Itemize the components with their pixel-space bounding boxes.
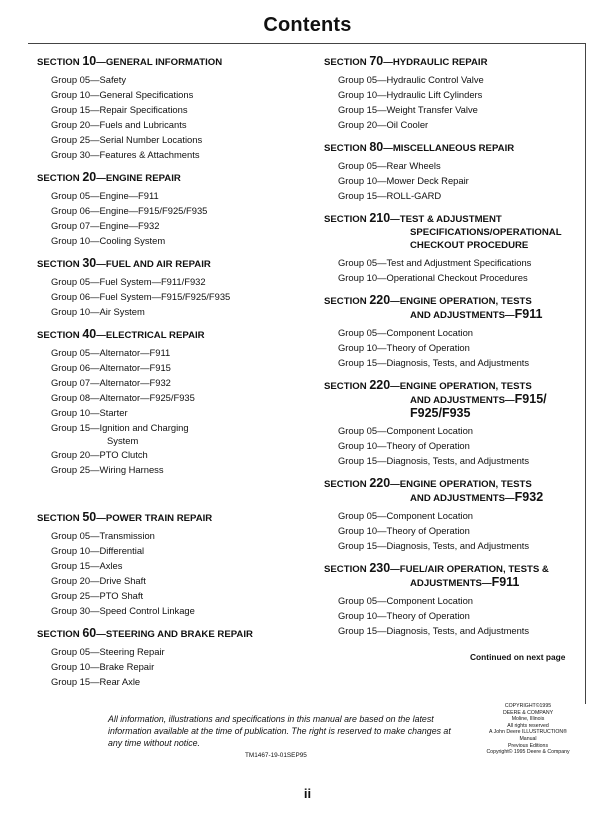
group-title: —Wiring Harness <box>90 464 164 475</box>
group-title: —Alternator—F925/F935 <box>90 392 195 403</box>
group-word: Group <box>51 377 80 388</box>
group-number: 10 <box>79 545 91 556</box>
group-number: 05 <box>366 595 378 606</box>
right-column <box>324 55 586 647</box>
group-number: 20 <box>79 449 91 460</box>
group-entry <box>324 87 586 102</box>
group-title: —Ignition and Charging <box>90 422 189 433</box>
group-word: Group <box>338 272 367 283</box>
section-word: SECTION <box>37 330 83 341</box>
group-entry <box>37 102 302 117</box>
toc-section <box>324 562 586 638</box>
copyright-line: DEERE & COMPANY <box>502 709 554 716</box>
section-title-line: AND ADJUSTMENTS—F915/ <box>410 392 547 406</box>
toc-section <box>37 257 302 319</box>
group-title: —Diagnosis, Tests, and Adjustments <box>377 625 530 636</box>
group-number: 05 <box>366 257 378 268</box>
toc-section <box>324 379 586 468</box>
group-word: Group <box>338 175 367 186</box>
group-word: Group <box>51 560 80 571</box>
group-title: —Theory of Operation <box>377 610 470 621</box>
group-title: —Diagnosis, Tests, and Adjustments <box>377 540 530 551</box>
group-word: Group <box>338 525 367 536</box>
section-heading <box>324 55 586 69</box>
section-model: F932 <box>514 490 544 504</box>
group-title: —Transmission <box>90 530 155 541</box>
section-number: 50 <box>82 510 97 524</box>
group-title: —Component Location <box>377 327 474 338</box>
group-title: —Axles <box>90 560 123 571</box>
section-word: SECTION <box>324 57 370 68</box>
disclaimer-text: All information, illustrations and specifications in this manual are based on the latest information available at the time of publication. The right is reserved to make changes at any time without notice. <box>108 714 451 748</box>
group-number: 10 <box>366 525 378 536</box>
group-title: —Steering Repair <box>90 646 165 657</box>
group-word: Group <box>338 455 367 466</box>
section-number: 60 <box>82 626 97 640</box>
group-entry <box>324 423 586 438</box>
group-word: Group <box>338 257 367 268</box>
group-title: —Theory of Operation <box>377 440 470 451</box>
group-word: Group <box>51 149 80 160</box>
section-title: —HYDRAULIC REPAIR <box>383 57 488 68</box>
group-entry <box>324 508 586 523</box>
group-title: —General Specifications <box>90 89 194 100</box>
group-title: —Component Location <box>377 425 474 436</box>
group-entry <box>37 289 302 304</box>
group-word: Group <box>338 74 367 85</box>
group-number: 15 <box>366 190 378 201</box>
group-number: 10 <box>79 661 91 672</box>
group-word: Group <box>51 235 80 246</box>
group-title: —Fuel System—F911/F932 <box>90 276 206 287</box>
group-word: Group <box>338 89 367 100</box>
section-model-line: F925/F935 <box>410 406 471 420</box>
section-number: 220 <box>369 378 391 392</box>
group-title: —Engine—F911 <box>90 190 159 201</box>
group-number: 10 <box>79 235 91 246</box>
group-number: 05 <box>79 276 91 287</box>
group-entry <box>324 325 586 340</box>
section-word: SECTION <box>37 259 83 270</box>
group-number: 06 <box>79 205 91 216</box>
group-number: 15 <box>366 540 378 551</box>
group-number: 10 <box>366 272 378 283</box>
section-title: —ELECTRICAL REPAIR <box>96 330 205 341</box>
group-entry <box>37 375 302 390</box>
group-entry <box>324 270 586 285</box>
group-title: —Differential <box>90 545 145 556</box>
group-entry <box>324 523 586 538</box>
group-number: 25 <box>79 590 91 601</box>
group-word: Group <box>51 590 80 601</box>
group-number: 05 <box>366 160 378 171</box>
group-title: —ROLL-GARD <box>377 190 442 201</box>
toc-section <box>324 212 586 285</box>
section-number: 10 <box>82 54 97 68</box>
section-number: 220 <box>369 476 391 490</box>
group-number: 15 <box>366 357 378 368</box>
group-title: —Alternator—F915 <box>90 362 171 373</box>
group-title: —Rear Axle <box>90 676 141 687</box>
group-title: —Theory of Operation <box>377 525 470 536</box>
section-heading <box>324 477 586 505</box>
group-entry <box>324 453 586 468</box>
page-number: ii <box>303 786 312 801</box>
group-number: 10 <box>79 306 91 317</box>
toc-section <box>324 141 586 203</box>
toc-section <box>37 328 302 477</box>
group-entry <box>37 674 302 689</box>
section-heading <box>37 627 302 641</box>
group-word: Group <box>51 449 80 460</box>
group-entry <box>37 274 302 289</box>
group-number: 20 <box>79 575 91 586</box>
group-title: —Hydraulic Control Valve <box>377 74 484 85</box>
group-number: 10 <box>366 175 378 186</box>
group-word: Group <box>51 291 80 302</box>
section-title-line: AND ADJUSTMENTS—F911 <box>410 307 543 321</box>
group-number: 15 <box>79 422 91 433</box>
group-number: 15 <box>366 104 378 115</box>
group-number: 05 <box>79 347 91 358</box>
group-title: —Alternator—F911 <box>90 347 171 358</box>
continued-note: Continued on next page <box>470 652 566 662</box>
group-entry <box>324 158 586 173</box>
group-title: —Drive Shaft <box>90 575 146 586</box>
group-entry <box>324 72 586 87</box>
group-title: —PTO Shaft <box>90 590 144 601</box>
section-word: SECTION <box>37 629 83 640</box>
section-title-line: ADJUSTMENTS—F911 <box>410 575 520 589</box>
group-title-cont: System <box>107 435 139 446</box>
section-title: —STEERING AND BRAKE REPAIR <box>96 629 253 640</box>
group-entry <box>37 203 302 218</box>
section-word: SECTION <box>324 564 370 575</box>
group-entry <box>37 233 302 248</box>
group-number: 15 <box>79 104 91 115</box>
group-entry <box>37 528 302 543</box>
group-word: Group <box>51 134 80 145</box>
group-entry <box>324 438 586 453</box>
group-word: Group <box>51 422 80 433</box>
group-title: —Engine—F932 <box>90 220 160 231</box>
group-word: Group <box>51 119 80 130</box>
section-number: 30 <box>82 256 97 270</box>
toc-section <box>324 55 586 132</box>
section-title: —GENERAL INFORMATION <box>96 57 223 68</box>
section-heading <box>324 212 586 252</box>
section-word: SECTION <box>324 143 370 154</box>
section-title: —ENGINE REPAIR <box>96 173 181 184</box>
section-word: SECTION <box>324 479 370 490</box>
group-title: —Diagnosis, Tests, and Adjustments <box>377 357 530 368</box>
group-entry <box>37 603 302 618</box>
section-number: 70 <box>369 54 384 68</box>
group-number: 10 <box>79 407 91 418</box>
group-title: —Features & Attachments <box>90 149 200 160</box>
section-word: SECTION <box>37 57 83 68</box>
group-word: Group <box>51 276 80 287</box>
group-number: 05 <box>79 190 91 201</box>
group-entry <box>37 420 302 447</box>
copyright-line: COPYRIGHT©1995 <box>504 703 552 709</box>
group-entry <box>324 593 586 608</box>
group-title: —Diagnosis, Tests, and Adjustments <box>377 455 530 466</box>
group-word: Group <box>51 464 80 475</box>
group-entry <box>37 132 302 147</box>
section-heading <box>37 511 302 525</box>
group-word: Group <box>51 220 80 231</box>
group-title: —Speed Control Linkage <box>90 605 195 616</box>
group-title: —Serial Number Locations <box>90 134 203 145</box>
group-entry <box>37 405 302 420</box>
section-heading <box>324 294 586 322</box>
group-entry <box>324 623 586 638</box>
group-word: Group <box>51 89 80 100</box>
group-entry <box>324 608 586 623</box>
group-word: Group <box>338 440 367 451</box>
group-word: Group <box>51 575 80 586</box>
group-word: Group <box>51 362 80 373</box>
group-word: Group <box>51 347 80 358</box>
copyright-line: A John Deere ILLUSTRUCTION® <box>489 729 567 736</box>
group-entry <box>37 573 302 588</box>
group-word: Group <box>51 104 80 115</box>
group-title: —Oil Cooler <box>377 119 429 130</box>
group-word: Group <box>338 425 367 436</box>
group-word: Group <box>51 530 80 541</box>
copyright-line: Copyright© 1995 Deere & Company <box>486 749 570 756</box>
section-title: —MISCELLANEOUS REPAIR <box>383 143 515 154</box>
section-title-line: CHECKOUT PROCEDURE <box>410 240 529 251</box>
group-entry <box>324 102 586 117</box>
section-title-line: AND ADJUSTMENTS—F932 <box>410 490 544 504</box>
group-word: Group <box>51 407 80 418</box>
group-entry <box>37 117 302 132</box>
section-heading <box>37 55 302 69</box>
group-number: 05 <box>366 425 378 436</box>
section-title: —TEST & ADJUSTMENT <box>390 214 502 225</box>
section-number: 230 <box>369 561 391 575</box>
group-title: —Air System <box>90 306 145 317</box>
copyright-line: Previous Editions <box>507 742 549 749</box>
group-entry <box>37 218 302 233</box>
group-title: —Rear Wheels <box>377 160 441 171</box>
group-entry <box>37 390 302 405</box>
group-title: —Hydraulic Lift Cylinders <box>377 89 483 100</box>
group-word: Group <box>338 104 367 115</box>
section-model: F911 <box>514 307 543 321</box>
group-number: 05 <box>366 74 378 85</box>
group-entry <box>37 147 302 162</box>
group-title: —Operational Checkout Procedures <box>377 272 528 283</box>
section-number: 40 <box>82 327 97 341</box>
section-number: 220 <box>369 293 391 307</box>
group-number: 20 <box>366 119 378 130</box>
copyright-line: All rights reserved <box>507 722 549 729</box>
group-entry <box>324 255 586 270</box>
copyright-line: Moline, Illinois <box>511 716 545 723</box>
group-word: Group <box>338 357 367 368</box>
toc-section <box>37 171 302 248</box>
group-entry <box>37 72 302 87</box>
group-title: —Theory of Operation <box>377 342 470 353</box>
toc-section <box>37 511 302 618</box>
section-word: SECTION <box>37 173 83 184</box>
group-word: Group <box>51 605 80 616</box>
group-number: 10 <box>366 89 378 100</box>
group-title: —Component Location <box>377 510 474 521</box>
section-word: SECTION <box>324 214 370 225</box>
group-number: 30 <box>79 149 91 160</box>
group-entry <box>324 173 586 188</box>
group-title: —Brake Repair <box>90 661 155 672</box>
section-word: SECTION <box>324 381 370 392</box>
section-title: —POWER TRAIN REPAIR <box>96 513 213 524</box>
group-word: Group <box>338 540 367 551</box>
group-entry <box>37 345 302 360</box>
section-title: —ENGINE OPERATION, TESTS <box>390 296 532 307</box>
group-number: 20 <box>79 119 91 130</box>
group-number: 07 <box>79 220 91 231</box>
group-entry <box>37 543 302 558</box>
group-entry <box>37 558 302 573</box>
group-entry <box>37 304 302 319</box>
section-heading <box>37 171 302 185</box>
group-word: Group <box>51 205 80 216</box>
group-number: 07 <box>79 377 91 388</box>
group-word: Group <box>338 342 367 353</box>
group-word: Group <box>51 676 80 687</box>
group-entry <box>37 659 302 674</box>
group-word: Group <box>338 610 367 621</box>
group-number: 25 <box>79 134 91 145</box>
toc-section <box>37 55 302 162</box>
section-model: F911 <box>491 575 520 589</box>
group-number: 15 <box>366 455 378 466</box>
group-title: —Mower Deck Repair <box>377 175 469 186</box>
group-word: Group <box>51 74 80 85</box>
section-word: SECTION <box>37 513 83 524</box>
group-number: 25 <box>79 464 91 475</box>
group-number: 10 <box>366 342 378 353</box>
left-column <box>37 55 302 698</box>
section-heading <box>37 257 302 271</box>
section-heading <box>37 328 302 342</box>
group-title: —Test and Adjustment Specifications <box>377 257 532 268</box>
group-word: Group <box>51 646 80 657</box>
group-title: —Engine—F915/F925/F935 <box>90 205 208 216</box>
group-title: —Cooling System <box>90 235 166 246</box>
group-number: 10 <box>79 89 91 100</box>
group-number: 08 <box>79 392 91 403</box>
group-entry <box>37 87 302 102</box>
section-title-line: SPECIFICATIONS/OPERATIONAL <box>410 227 562 238</box>
group-entry <box>324 355 586 370</box>
group-number: 15 <box>79 676 91 687</box>
group-entry <box>324 188 586 203</box>
group-entry <box>37 462 302 477</box>
group-word: Group <box>51 392 80 403</box>
group-title: —Repair Specifications <box>90 104 188 115</box>
group-number: 10 <box>366 440 378 451</box>
section-heading <box>324 141 586 155</box>
group-title: —Weight Transfer Valve <box>377 104 478 115</box>
group-word: Group <box>338 327 367 338</box>
section-heading <box>324 379 586 420</box>
group-entry <box>324 340 586 355</box>
page-title: Contents <box>263 14 352 36</box>
group-word: Group <box>338 119 367 130</box>
group-number: 05 <box>79 74 91 85</box>
group-number: 10 <box>366 610 378 621</box>
group-word: Group <box>51 661 80 672</box>
section-model: F915/ <box>514 392 547 406</box>
group-title: —PTO Clutch <box>90 449 148 460</box>
group-word: Group <box>51 306 80 317</box>
group-word: Group <box>51 545 80 556</box>
group-number: 05 <box>366 510 378 521</box>
section-word: SECTION <box>324 296 370 307</box>
group-number: 06 <box>79 362 91 373</box>
group-number: 05 <box>79 646 91 657</box>
group-title: —Fuel System—F915/F925/F935 <box>90 291 231 302</box>
group-entry <box>37 360 302 375</box>
toc-section <box>324 294 586 370</box>
group-title: —Alternator—F932 <box>90 377 171 388</box>
group-number: 05 <box>366 327 378 338</box>
group-word: Group <box>51 190 80 201</box>
group-word: Group <box>338 190 367 201</box>
copyright-line: Manual <box>519 735 537 742</box>
group-entry <box>324 117 586 132</box>
group-number: 05 <box>79 530 91 541</box>
group-word: Group <box>338 595 367 606</box>
group-title: —Fuels and Lubricants <box>90 119 187 130</box>
copyright-block <box>472 703 584 756</box>
group-word: Group <box>338 510 367 521</box>
section-number: 80 <box>369 140 384 154</box>
section-title: —FUEL AND AIR REPAIR <box>96 259 211 270</box>
group-entry <box>37 188 302 203</box>
section-number: 210 <box>369 211 391 225</box>
group-number: 30 <box>79 605 91 616</box>
toc-section <box>324 477 586 553</box>
group-number: 15 <box>79 560 91 571</box>
section-title: —ENGINE OPERATION, TESTS <box>390 381 532 392</box>
group-entry <box>37 447 302 462</box>
section-title: —ENGINE OPERATION, TESTS <box>390 479 532 490</box>
section-number: 20 <box>82 170 97 184</box>
tm-code: TM1467-19-01SEP95 <box>245 752 307 759</box>
section-heading <box>324 562 586 590</box>
group-title: —Starter <box>90 407 128 418</box>
group-number: 15 <box>366 625 378 636</box>
group-entry <box>37 644 302 659</box>
group-title: —Component Location <box>377 595 474 606</box>
group-entry <box>37 588 302 603</box>
group-entry <box>324 538 586 553</box>
section-title: —FUEL/AIR OPERATION, TESTS & <box>390 564 549 575</box>
toc-section <box>37 627 302 689</box>
group-number: 06 <box>79 291 91 302</box>
group-word: Group <box>338 625 367 636</box>
group-title: —Safety <box>90 74 127 85</box>
group-word: Group <box>338 160 367 171</box>
